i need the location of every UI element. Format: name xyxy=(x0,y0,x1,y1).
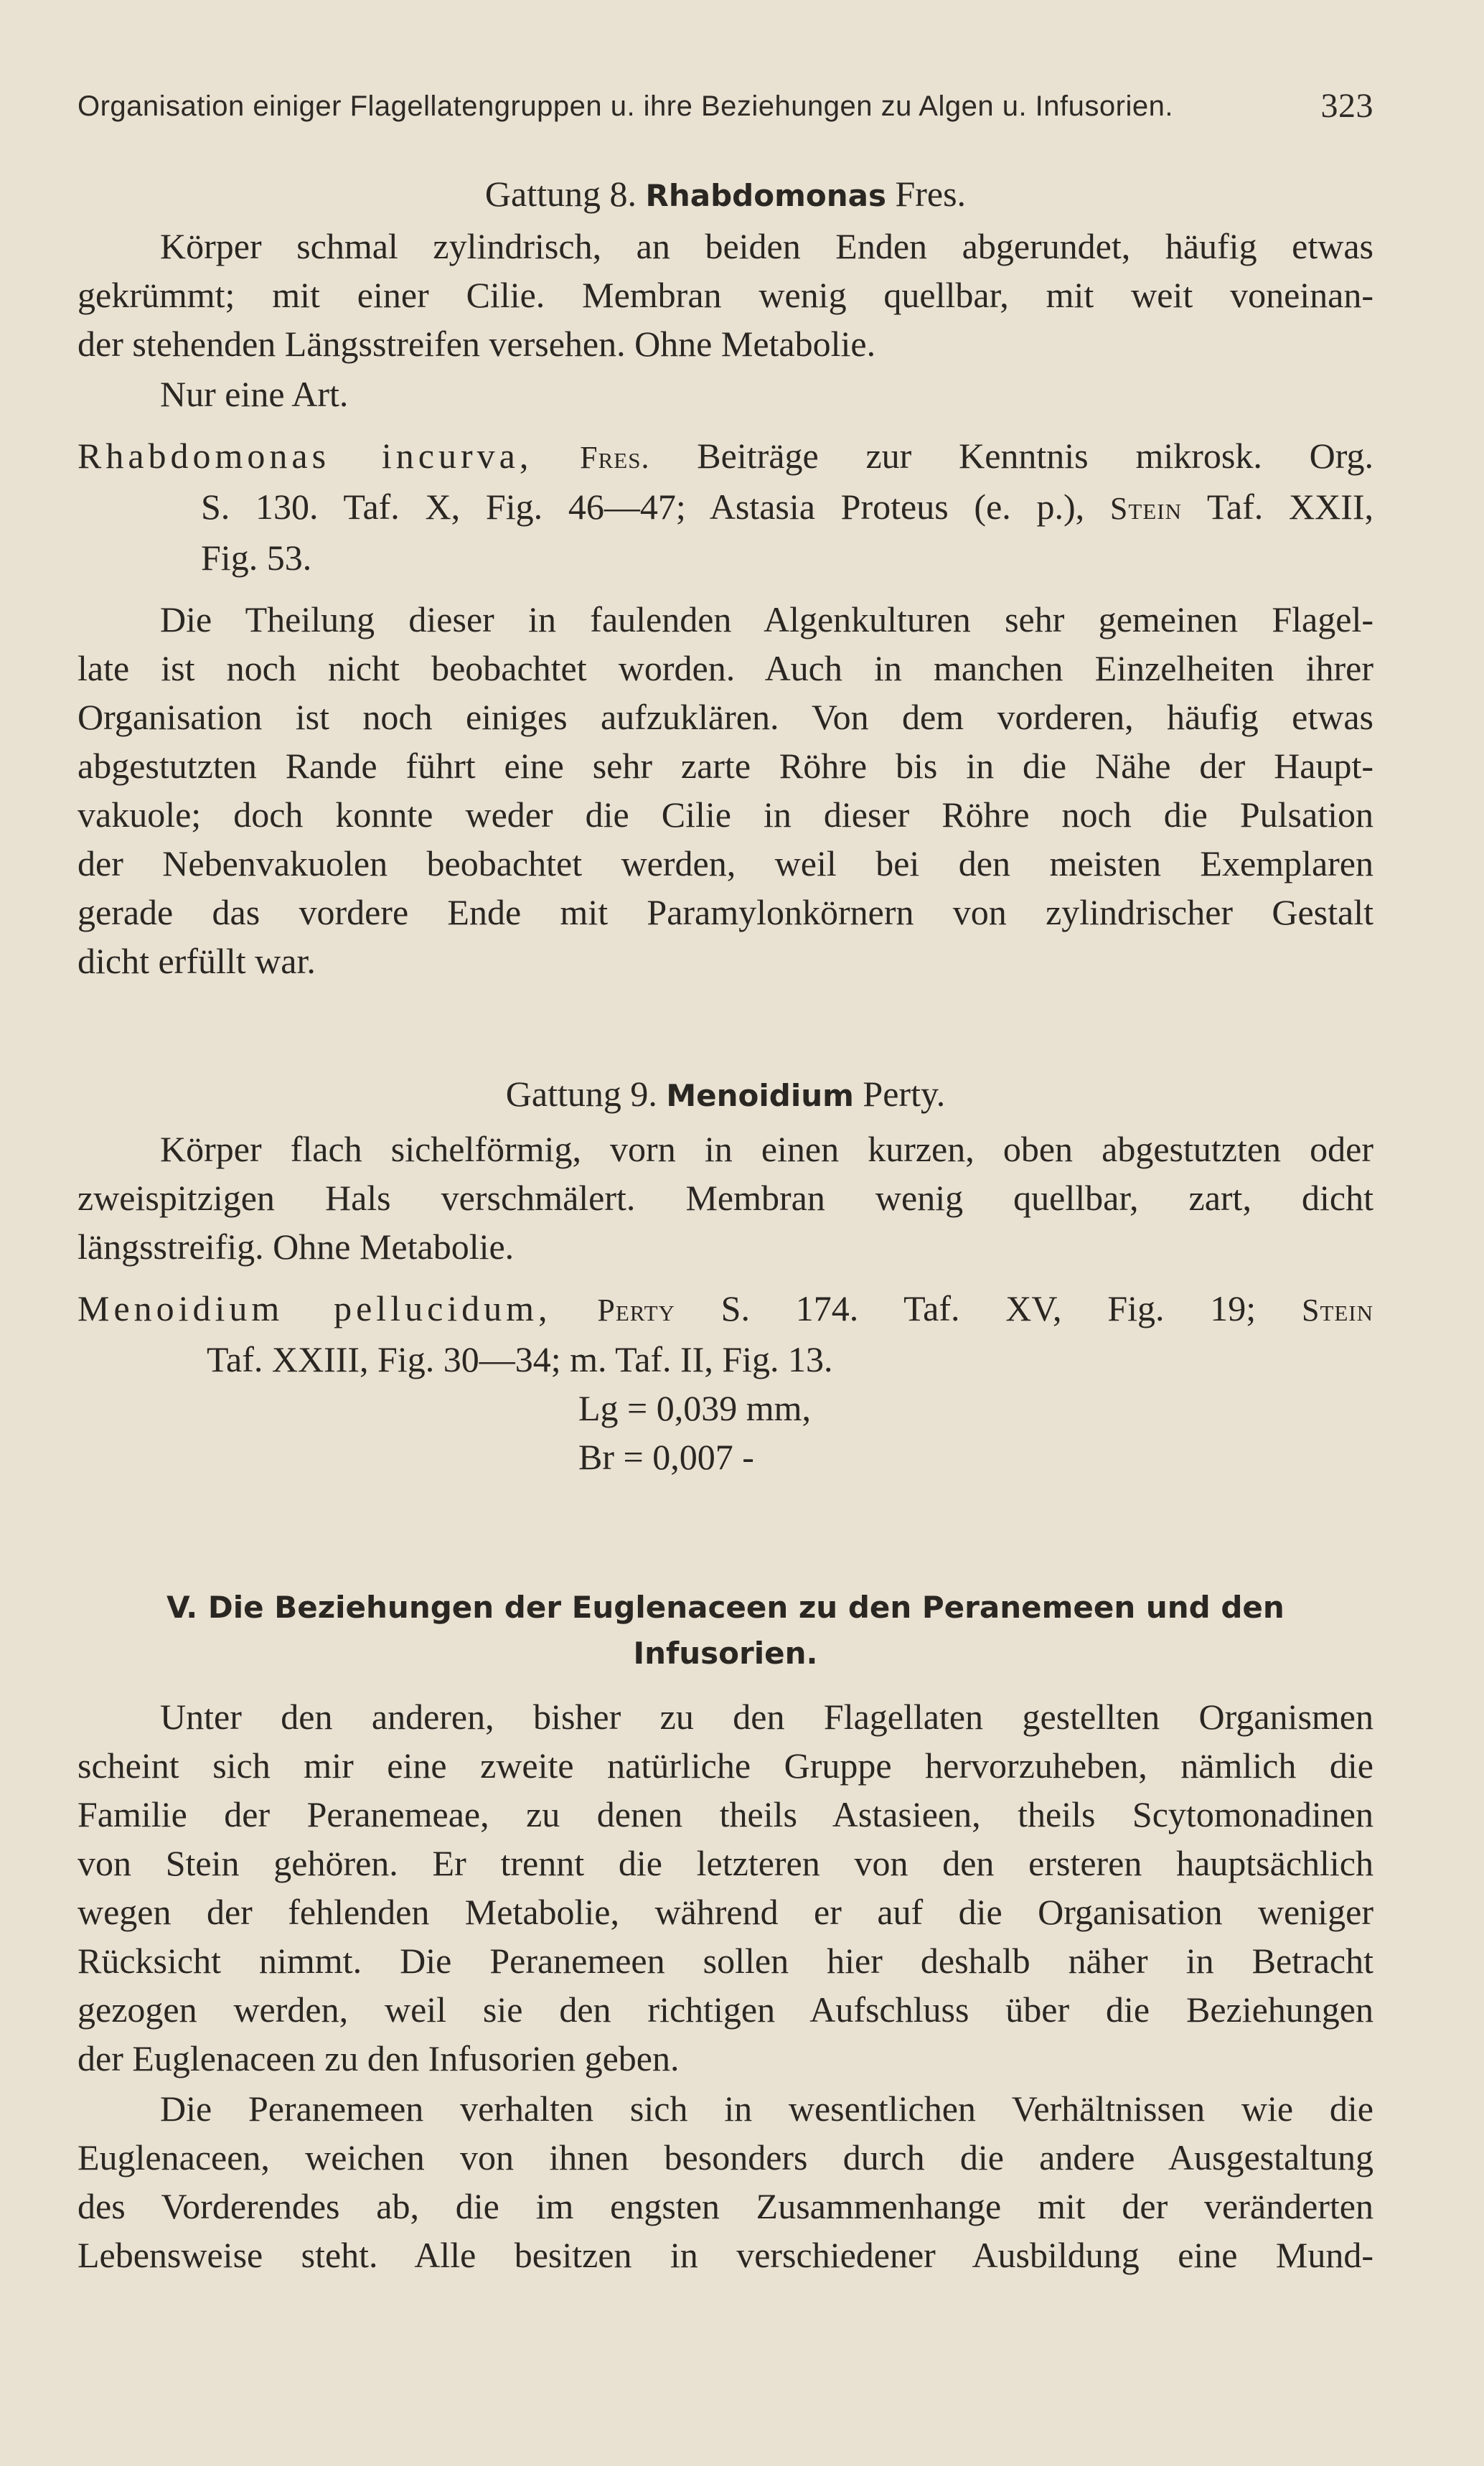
genus-9-section xyxy=(78,1069,1373,1481)
text-line: late ist noch nicht beobachtet worden. Auch in manchen Einzelheiten ihrer xyxy=(78,648,1373,688)
genus-name: Menoidium xyxy=(666,1078,854,1113)
text-line: Körper schmal zylindrisch, an beiden Enden abgerundet, häufig etwas xyxy=(160,226,1373,266)
genus-8-description xyxy=(78,222,1373,368)
species-entry-pellucidum xyxy=(78,1284,1373,1481)
section-v xyxy=(78,1585,1373,2279)
genus-8-section xyxy=(78,169,1373,985)
genus-9-description xyxy=(78,1125,1373,1271)
text-line: der Nebenvakuolen beobachtet werden, weil bei den meisten Exemplaren xyxy=(78,843,1373,883)
section-v-paragraph-2 xyxy=(78,2084,1373,2279)
text-line: Die Theilung dieser in faulenden Algenkulturen sehr gemeinen Flagel- xyxy=(160,599,1373,639)
running-header xyxy=(78,87,1373,125)
species-entry-incurva xyxy=(78,431,1373,582)
text-line: gerade das vordere Ende mit Paramylonkörnern von zylindrischer Gestalt xyxy=(78,892,1373,932)
text-line: dicht erfüllt war. xyxy=(78,941,316,981)
text-line: Organisation ist noch einiges aufzuklären. Von dem vorderen, häufig etwas xyxy=(78,697,1373,737)
text-line: abgestutzten Rande führt eine sehr zarte Röhre bis in die Nähe der Haupt- xyxy=(78,746,1373,786)
text-line: Körper flach sichelförmig, vorn in einen kurzen, oben abgestutzten oder xyxy=(160,1129,1373,1169)
text-line: des Vorderendes ab, die im engsten Zusammenhange mit der veränderten xyxy=(78,2186,1373,2226)
text-line: gekrümmt; mit einer Cilie. Membran wenig quellbar, mit weit voneinan- xyxy=(78,275,1373,315)
species-line: Menoidium pellucidum, Perty S. 174. Taf. XV, Fig. 19; Stein xyxy=(78,1288,1374,1328)
genus-9-heading: Gattung 9. Menoidium Perty. xyxy=(505,1074,946,1114)
text-line: Euglenaceen, weichen von ihnen besonders durch die andere Ausgestaltung xyxy=(78,2137,1373,2177)
species-name: Menoidium pellucidum, xyxy=(78,1288,552,1328)
text-line: zweispitzigen Hals verschmälert. Membran wenig quellbar, zart, dicht xyxy=(78,1178,1373,1218)
measurement-length: Lg = 0,039 mm, xyxy=(578,1388,812,1428)
genus-8-heading: Gattung 8. Rhabdomonas Fres. xyxy=(484,174,967,214)
text-line: der Euglenaceen zu den Infusorien geben. xyxy=(78,2038,680,2078)
genus-8-note: Nur eine Art. xyxy=(160,374,349,414)
text-line: gezogen werden, weil sie den richtigen Aufschluss über die Beziehungen xyxy=(78,1989,1373,2030)
text-line: Die Peranemeen verhalten sich in wesentlichen Verhältnissen wie die xyxy=(160,2088,1373,2129)
species-line: Rhabdomonas incurva, Fres. Beiträge zur Kenntnis mikrosk. Org. xyxy=(78,436,1374,476)
text-line: Rücksicht nimmt. Die Peranemeen sollen hier deshalb näher in Betracht xyxy=(78,1941,1373,1981)
species-name: Rhabdomonas incurva, xyxy=(78,436,533,476)
text-line: scheint sich mir eine zweite natürliche Gruppe hervorzuheben, nämlich die xyxy=(78,1745,1373,1786)
text-line: der stehenden Längsstreifen versehen. Ohne Metabolie. xyxy=(78,324,876,364)
measurement-breadth: Br = 0,007 - xyxy=(578,1437,754,1477)
text-line: Unter den anderen, bisher zu den Flagellaten gestellten Organismen xyxy=(160,1697,1373,1737)
genus-name: Rhabdomonas xyxy=(645,178,886,213)
species-line: Taf. XXIII, Fig. 30—34; m. Taf. II, Fig. 13. xyxy=(207,1339,833,1379)
text-line: Familie der Peranemeae, zu denen theils Astasieen, theils Scytomonadinen xyxy=(78,1794,1373,1834)
section-heading: V. Die Beziehungen der Euglenaceen zu den Peranemeen und den Infusorien. xyxy=(166,1590,1285,1671)
species-line: S. 130. Taf. X, Fig. 46—47; Astasia Proteus (e. p.), Stein Taf. XXII, xyxy=(201,487,1373,527)
text-line: Lebensweise steht. Alle besitzen in verschiedener Ausbildung eine Mund- xyxy=(78,2235,1373,2275)
text-line: längsstreifig. Ohne Metabolie. xyxy=(78,1227,515,1267)
genus-8-paragraph xyxy=(78,595,1373,985)
running-title: Organisation einiger Flagellatengruppen u. ihre Beziehungen zu Algen u. Infusorien. xyxy=(78,90,1173,122)
text-line: von Stein gehören. Er trennt die letzteren von den ersteren hauptsächlich xyxy=(78,1843,1373,1883)
species-line: Fig. 53. xyxy=(201,538,312,578)
text-line: vakuole; doch konnte weder die Cilie in dieser Röhre noch die Pulsation xyxy=(78,794,1373,835)
text-line: wegen der fehlenden Metabolie, während er auf die Organisation weniger xyxy=(78,1892,1373,1932)
section-v-paragraph-1 xyxy=(78,1692,1373,2083)
page-number: 323 xyxy=(1320,87,1373,125)
